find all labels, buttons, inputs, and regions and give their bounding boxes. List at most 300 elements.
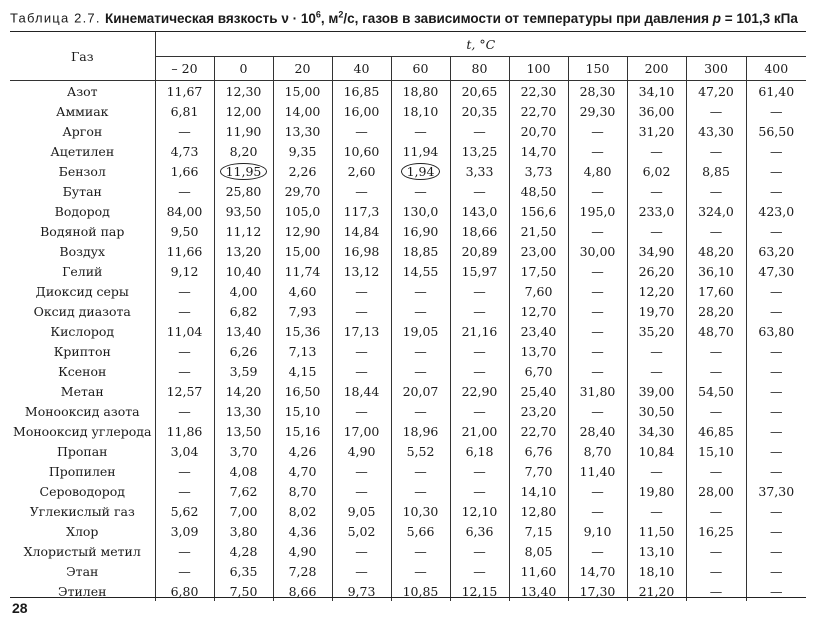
value-cell: 11,12 [214,221,273,241]
value-cell: 28,30 [568,81,627,102]
value-cell: 4,28 [214,541,273,561]
value-cell: 3,70 [214,441,273,461]
value-cell: — [746,521,806,541]
value-cell: 324,0 [686,201,746,221]
table-row [10,301,806,321]
value-cell: — [627,141,686,161]
value-cell: — [746,141,806,161]
value-cell: — [450,481,509,501]
table-row [10,161,806,181]
value-cell: 3,80 [214,521,273,541]
value-cell: 9,10 [568,521,627,541]
value-cell: 18,85 [391,241,450,261]
value-cell: — [686,221,746,241]
value-cell: 14,20 [214,381,273,401]
value-cell: 7,15 [509,521,568,541]
temperature-header-cell: 300 [686,57,746,81]
temperature-header-cell: 200 [627,57,686,81]
value-cell: — [391,361,450,381]
gas-name-cell: Бензол [58,163,106,179]
table-row [10,421,806,441]
value-cell: — [391,481,450,501]
value-cell: — [686,461,746,481]
value-cell: — [391,341,450,361]
value-cell: — [332,541,391,561]
value-cell: 61,40 [746,81,806,102]
value-cell: 8,66 [273,581,332,601]
table-row [10,441,806,461]
caption-title-exponent2: 2 [338,9,344,19]
table-row [10,201,806,221]
value-cell: 9,73 [332,581,391,601]
value-cell: 5,62 [155,501,214,521]
value-cell: 11,66 [155,241,214,261]
value-cell: 16,98 [332,241,391,261]
value-cell: 9,05 [332,501,391,521]
value-cell: 6,18 [450,441,509,461]
value-cell: 4,26 [273,441,332,461]
value-cell: 2,60 [332,161,391,181]
value-cell: 13,25 [450,141,509,161]
value-cell: — [391,541,450,561]
value-cell: — [391,301,450,321]
value-cell: 5,02 [332,521,391,541]
value-cell: 10,40 [214,261,273,281]
value-cell: 8,70 [568,441,627,461]
table-row [10,341,806,361]
value-cell: 63,20 [746,241,806,261]
value-cell: — [155,561,214,581]
value-cell: 23,00 [509,241,568,261]
value-cell: — [450,561,509,581]
value-cell: 34,30 [627,421,686,441]
value-cell: 156,6 [509,201,568,221]
value-cell: 9,35 [273,141,332,161]
value-cell: — [568,541,627,561]
value-cell: 18,96 [391,421,450,441]
value-cell: 19,05 [391,321,450,341]
value-cell: 18,44 [332,381,391,401]
value-cell: — [391,181,450,201]
value-cell: — [568,181,627,201]
value-cell: 31,80 [568,381,627,401]
value-cell: 14,55 [391,261,450,281]
value-cell: 7,60 [509,281,568,301]
value-cell: 16,00 [332,101,391,121]
value-cell: — [332,121,391,141]
gas-name-cell: Диоксид серы [35,283,129,299]
value-cell: 143,0 [450,201,509,221]
value-cell: 13,30 [273,121,332,141]
value-cell: — [568,301,627,321]
value-cell: 20,89 [450,241,509,261]
gas-name-cell: Кислород [50,323,115,339]
gas-column-header: Газ [10,32,155,81]
value-cell: 20,70 [509,121,568,141]
value-cell: 12,57 [155,381,214,401]
value-cell: — [450,281,509,301]
value-cell: 30,00 [568,241,627,261]
value-cell: — [155,361,214,381]
value-cell: — [568,221,627,241]
value-cell: — [332,181,391,201]
value-cell: — [627,361,686,381]
table-row [10,241,806,261]
gas-name-cell: Водяной пар [40,223,125,239]
value-cell: — [155,181,214,201]
value-cell: 3,09 [155,521,214,541]
caption-title-value: = 101,3 кПа [720,10,798,26]
table-row [10,521,806,541]
value-cell: 11,04 [155,321,214,341]
value-cell: 7,28 [273,561,332,581]
value-cell: 29,30 [568,101,627,121]
value-cell: 6,26 [214,341,273,361]
value-cell: — [450,301,509,321]
table-row [10,561,806,581]
value-cell: 4,90 [332,441,391,461]
value-cell: — [686,341,746,361]
value-cell: 11,40 [568,461,627,481]
value-cell: 22,30 [509,81,568,102]
value-cell: — [568,261,627,281]
value-cell: 56,50 [746,121,806,141]
value-cell: 10,85 [391,581,450,601]
value-cell: 8,70 [273,481,332,501]
value-cell: — [332,461,391,481]
value-cell: 13,10 [627,541,686,561]
gas-name-cell: Этилен [58,583,107,599]
value-cell: — [155,461,214,481]
value-cell: — [686,581,746,601]
value-cell: 10,60 [332,141,391,161]
value-cell: 28,40 [568,421,627,441]
value-cell: — [686,141,746,161]
value-cell: 7,93 [273,301,332,321]
value-cell: 22,70 [509,101,568,121]
temperature-header-cell: 40 [332,57,391,81]
value-cell: 7,00 [214,501,273,521]
value-cell: — [746,181,806,201]
value-cell: 117,3 [332,201,391,221]
value-cell: 17,00 [332,421,391,441]
value-cell: 14,84 [332,221,391,241]
value-cell: — [332,281,391,301]
table-row [10,461,806,481]
table-row [10,281,806,301]
value-cell: 47,30 [746,261,806,281]
table-row [10,501,806,521]
gas-name-cell: Этан [66,563,99,579]
temperature-header-label: t, °C [466,36,496,52]
value-cell: 12,10 [450,501,509,521]
value-cell: 21,20 [627,581,686,601]
temperature-header-cell: 400 [746,57,806,81]
value-cell: 4,80 [568,161,627,181]
value-cell: — [746,341,806,361]
value-cell: — [332,561,391,581]
value-cell: 4,15 [273,361,332,381]
value-cell: 30,50 [627,401,686,421]
value-cell: 39,00 [627,381,686,401]
value-cell: 7,62 [214,481,273,501]
value-cell: — [155,281,214,301]
table-caption [10,4,798,29]
value-cell: 12,15 [450,581,509,601]
value-cell: 3,33 [450,161,509,181]
value-cell: — [568,361,627,381]
value-cell: 6,70 [509,361,568,381]
table-row [10,141,806,161]
circled-value: 1,94 [401,163,441,180]
value-cell: — [746,441,806,461]
value-cell: 26,20 [627,261,686,281]
value-cell: 18,10 [391,101,450,121]
value-cell: 7,50 [214,581,273,601]
value-cell: 34,90 [627,241,686,261]
value-cell: 11,74 [273,261,332,281]
circled-value: 11,95 [220,163,268,180]
gas-name-cell: Водород [54,203,110,219]
value-cell: 8,02 [273,501,332,521]
value-cell: 13,50 [214,421,273,441]
value-cell: — [568,281,627,301]
value-cell: 22,90 [450,381,509,401]
caption-title-exponent: 6 [315,9,321,19]
gas-name-cell: Пропан [56,443,108,459]
value-cell: — [746,561,806,581]
value-cell: 46,85 [686,421,746,441]
value-cell: 12,90 [273,221,332,241]
gas-name-cell: Хлористый метил [23,543,141,559]
value-cell: 423,0 [746,201,806,221]
value-cell: — [746,361,806,381]
value-cell: 15,36 [273,321,332,341]
value-cell: 36,10 [686,261,746,281]
temperature-group-header [155,32,806,57]
value-cell: 4,00 [214,281,273,301]
caption-pressure-symbol: p [712,10,721,26]
table-body [10,81,806,602]
value-cell: — [686,181,746,201]
value-cell: 16,50 [273,381,332,401]
value-cell: 19,70 [627,301,686,321]
value-cell: 13,40 [509,581,568,601]
value-cell: — [332,401,391,421]
value-cell: — [391,461,450,481]
value-cell: 93,50 [214,201,273,221]
value-cell: 11,90 [214,121,273,141]
value-cell: — [450,341,509,361]
value-cell: 12,80 [509,501,568,521]
value-cell: 23,40 [509,321,568,341]
value-cell: 84,00 [155,201,214,221]
value-cell: — [155,301,214,321]
gas-name-cell: Криптон [53,343,111,359]
value-cell: 7,13 [273,341,332,361]
value-cell: 15,97 [450,261,509,281]
value-cell: — [746,541,806,561]
value-cell: 11,86 [155,421,214,441]
value-cell: 23,20 [509,401,568,421]
value-cell: — [155,481,214,501]
value-cell: — [746,221,806,241]
temperature-header-cell: 20 [273,57,332,81]
value-cell: — [155,541,214,561]
value-cell: — [568,141,627,161]
temperature-header-cell: 0 [214,57,273,81]
value-cell: 5,66 [391,521,450,541]
value-cell: 8,05 [509,541,568,561]
value-cell: 48,70 [686,321,746,341]
value-cell: — [746,101,806,121]
value-cell: — [746,301,806,321]
value-cell: 13,40 [214,321,273,341]
table-row [10,321,806,341]
value-cell: 1,66 [155,161,214,181]
value-cell: — [746,161,806,181]
value-cell: 36,00 [627,101,686,121]
gas-name-cell: Аммиак [55,103,109,119]
temperature-header-cell: 100 [509,57,568,81]
value-cell: 19,80 [627,481,686,501]
value-cell: — [627,181,686,201]
value-cell: — [686,101,746,121]
value-cell: 54,50 [686,381,746,401]
value-cell: 28,00 [686,481,746,501]
value-cell: 4,60 [273,281,332,301]
value-cell: — [627,501,686,521]
value-cell: — [155,121,214,141]
value-cell: 11,67 [155,81,214,102]
value-cell: — [686,541,746,561]
gas-name-cell: Ацетилен [50,143,115,159]
table-row [10,401,806,421]
table-row [10,101,806,121]
value-cell: 35,20 [627,321,686,341]
value-cell: 6,02 [627,161,686,181]
value-cell: 14,70 [568,561,627,581]
value-cell: — [332,361,391,381]
value-cell: 15,10 [686,441,746,461]
value-cell: 3,59 [214,361,273,381]
value-cell: — [450,181,509,201]
temperature-header-cell: 80 [450,57,509,81]
value-cell: — [746,421,806,441]
value-cell: 6,81 [155,101,214,121]
value-cell: — [450,401,509,421]
value-cell: 5,52 [391,441,450,461]
value-cell: — [332,481,391,501]
value-cell: — [391,561,450,581]
value-cell: 48,20 [686,241,746,261]
value-cell: 6,80 [155,581,214,601]
value-cell: 17,60 [686,281,746,301]
value-cell [214,161,273,181]
gas-name-cell: Монооксид азота [24,403,140,419]
gas-name-cell: Оксид диазота [33,303,131,319]
value-cell [391,161,450,181]
value-cell: 21,00 [450,421,509,441]
table-row [10,121,806,141]
value-cell: 4,70 [273,461,332,481]
value-cell: 34,10 [627,81,686,102]
value-cell: 16,85 [332,81,391,102]
value-cell: — [568,321,627,341]
value-cell: — [568,121,627,141]
value-cell: 16,90 [391,221,450,241]
value-cell: 20,35 [450,101,509,121]
value-cell: 12,00 [214,101,273,121]
value-cell: 14,00 [273,101,332,121]
value-cell: — [686,561,746,581]
value-cell: 16,25 [686,521,746,541]
value-cell: 2,26 [273,161,332,181]
value-cell: 7,70 [509,461,568,481]
gas-name-cell: Монооксид углерода [13,423,152,439]
value-cell: 14,10 [509,481,568,501]
value-cell: 18,66 [450,221,509,241]
value-cell: — [627,341,686,361]
value-cell: 12,70 [509,301,568,321]
value-cell: 15,00 [273,81,332,102]
caption-label: Таблица 2.7. [10,10,101,26]
value-cell: 29,70 [273,181,332,201]
value-cell: 21,50 [509,221,568,241]
table-row [10,181,806,201]
value-cell: — [332,301,391,321]
value-cell: 10,84 [627,441,686,461]
gas-name-cell: Хлор [66,523,99,539]
value-cell: 17,13 [332,321,391,341]
gas-name-cell: Пропилен [48,463,116,479]
value-cell: 63,80 [746,321,806,341]
value-cell: — [746,501,806,521]
caption-title-suffix: /с, газов в зависимости от температуры при давления [343,10,713,26]
value-cell: 9,12 [155,261,214,281]
value-cell: — [568,401,627,421]
value-cell: 13,20 [214,241,273,261]
temperature-header-cell: – 20 [155,57,214,81]
table-row [10,381,806,401]
value-cell: — [686,401,746,421]
value-cell: — [568,341,627,361]
value-cell: 20,65 [450,81,509,102]
value-cell: 14,70 [509,141,568,161]
value-cell: — [568,501,627,521]
table-row [10,541,806,561]
value-cell: 28,20 [686,301,746,321]
viscosity-table [10,32,806,601]
table-bottom-rule [10,597,806,598]
value-cell: 47,20 [686,81,746,102]
gas-name-cell: Гелий [62,263,103,279]
value-cell: 105,0 [273,201,332,221]
value-cell: 15,10 [273,401,332,421]
value-cell: 6,35 [214,561,273,581]
value-cell: 25,80 [214,181,273,201]
gas-name-cell: Азот [66,83,98,99]
value-cell: 13,30 [214,401,273,421]
gas-name-cell: Воздух [59,243,106,259]
value-cell: — [391,281,450,301]
table-row [10,261,806,281]
value-cell: 37,30 [746,481,806,501]
value-cell: 20,07 [391,381,450,401]
value-cell: — [746,281,806,301]
value-cell: — [746,581,806,601]
value-cell: 4,36 [273,521,332,541]
